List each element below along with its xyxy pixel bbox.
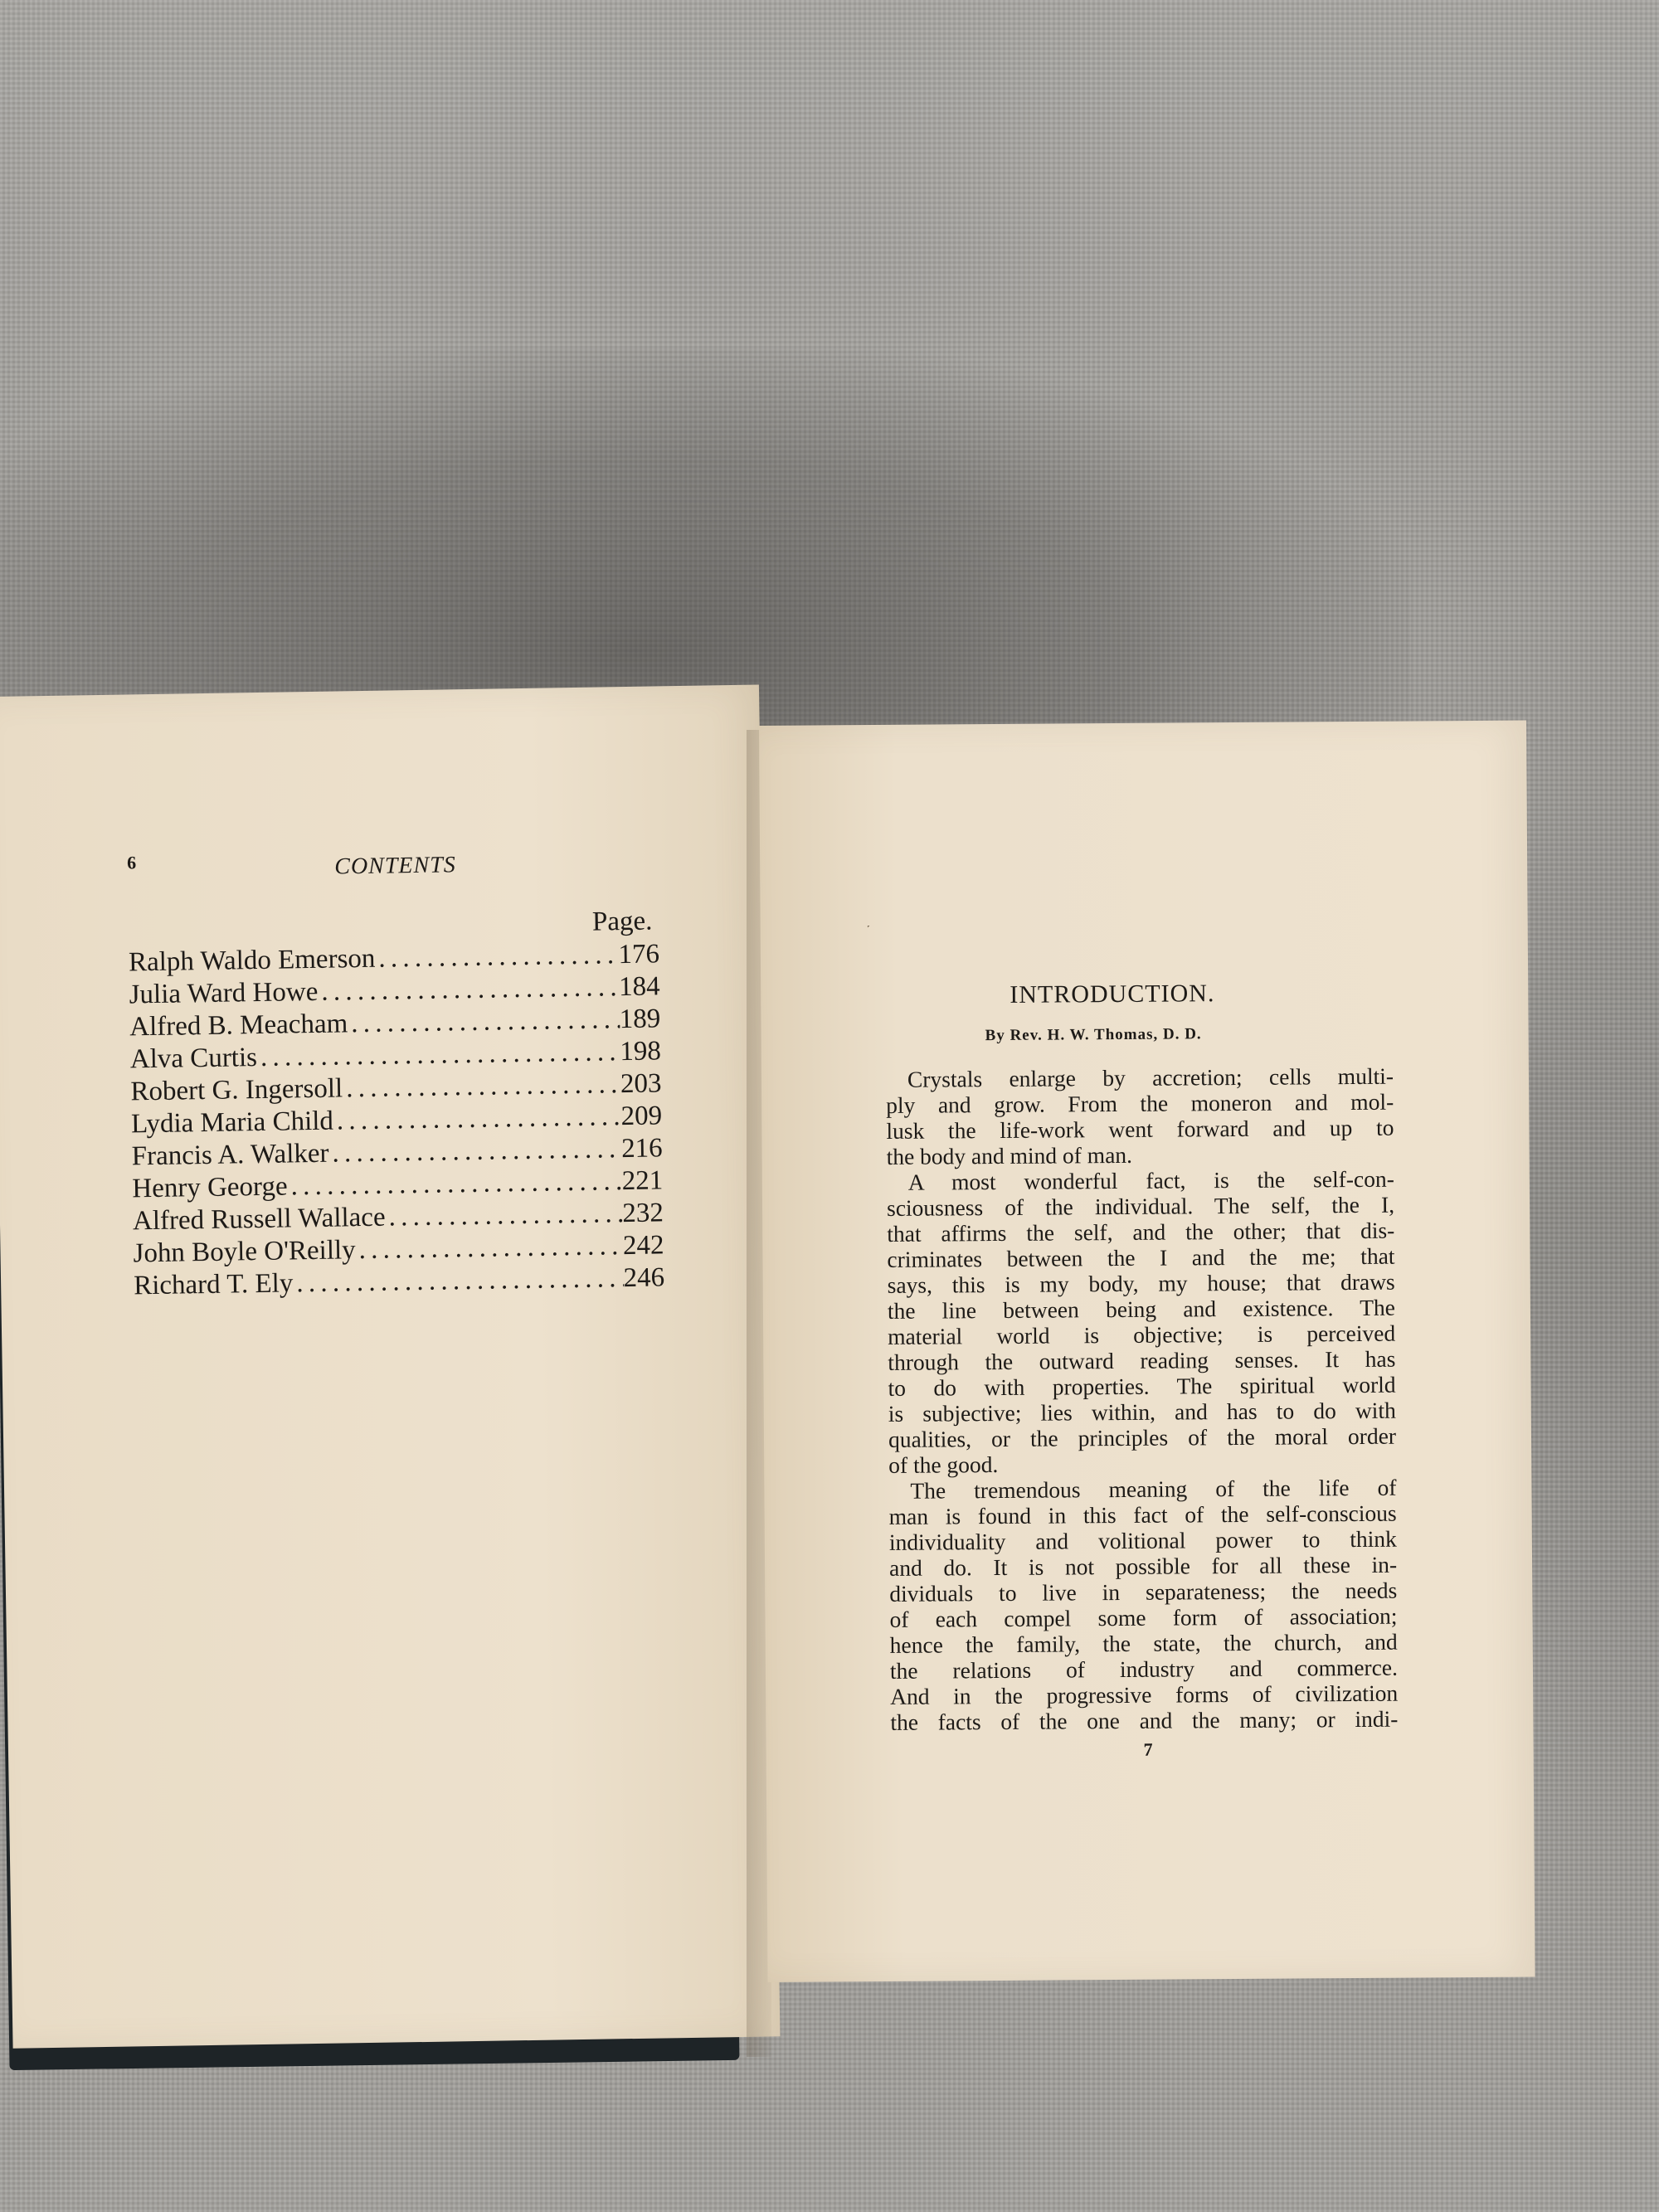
body-line: individuality and volitional power to think	[888, 1525, 1397, 1555]
right-page-number: 7	[1143, 1738, 1153, 1760]
toc-entry-page: 209	[620, 1101, 663, 1132]
toc-entry-page: 198	[620, 1036, 662, 1067]
body-line: the facts of the one and the many; or indi-	[890, 1705, 1399, 1735]
toc-entry-page: 221	[621, 1165, 664, 1197]
toc-entry-page: 246	[623, 1262, 665, 1294]
byline: By Rev. H. W. Thomas, D. D.	[985, 1025, 1202, 1045]
toc-entry-page: 184	[618, 971, 660, 1003]
toc-leader-dots	[328, 1133, 621, 1170]
left-page	[0, 684, 780, 2048]
toc-entry-page: 216	[620, 1133, 663, 1164]
body-line: ply and grow. From the moneron and mol-	[886, 1088, 1394, 1118]
body-line: criminates between the I and the me; that	[887, 1242, 1395, 1272]
toc-entry-name: Ralph Waldo Emerson	[128, 943, 376, 978]
body-line: the body and mind of man.	[886, 1141, 1133, 1169]
toc-leader-dots	[343, 1068, 620, 1105]
body-line: hence the family, the state, the church, and	[889, 1628, 1398, 1658]
body-line: dividuals to live in separateness; the needs	[889, 1577, 1398, 1607]
toc-leader-dots	[355, 1230, 623, 1266]
toc-entry-name: Henry George	[132, 1171, 288, 1204]
toc-entry-name: John Boyle O'Reilly	[133, 1235, 356, 1269]
running-head: CONTENTS	[334, 852, 456, 880]
body-line: And in the progressive forms of civilization	[890, 1680, 1399, 1709]
body-line: to do with properties. The spiritual world	[888, 1371, 1396, 1401]
toc-entry-page: 203	[620, 1068, 662, 1100]
body-line: says, this is my body, my house; that draws	[887, 1268, 1395, 1298]
toc-list	[129, 938, 665, 1302]
toc-leader-dots	[257, 1036, 620, 1074]
body-line: and do. It is not possible for all these in-	[888, 1551, 1398, 1581]
left-page-number: 6	[126, 852, 137, 873]
page-mark: ˹	[866, 924, 871, 937]
body-text	[886, 1063, 1399, 1735]
body-line: of each compel some form of association;	[889, 1602, 1398, 1632]
body-line: A most wonderful fact, is the self-con-	[907, 1165, 1394, 1195]
toc-leader-dots	[385, 1198, 622, 1233]
body-line: material world is objective; is perceived	[888, 1320, 1396, 1349]
page-column-label: Page.	[591, 906, 653, 937]
toc-entry-name: Richard T. Ely	[133, 1268, 294, 1301]
toc-entry-name: Lydia Maria Child	[130, 1106, 334, 1140]
body-line: Crystals enlarge by accretion; cells multi-	[907, 1062, 1394, 1092]
toc-entry-page: 232	[622, 1198, 664, 1229]
toc-entry-page: 242	[622, 1230, 664, 1262]
toc-entry-page: 189	[619, 1004, 661, 1035]
toc-entry-name: Julia Ward Howe	[129, 976, 319, 1010]
body-line: qualities, or the principles of the moral order	[888, 1422, 1397, 1452]
body-line: of the good.	[888, 1451, 999, 1478]
toc-entry-name: Alfred Russell Wallace	[132, 1202, 386, 1237]
toc-entry-name: Robert G. Ingersoll	[130, 1073, 343, 1107]
toc-leader-dots	[375, 939, 619, 975]
body-line: the line between being and existence. The	[887, 1294, 1396, 1324]
toc-entry-name: Alva Curtis	[129, 1043, 258, 1075]
body-line: sciousness of the individual. The self, the I,	[886, 1191, 1395, 1221]
body-line: The tremendous meaning of the life of	[910, 1474, 1397, 1504]
body-line: man is found in this fact of the self-conscious	[888, 1500, 1397, 1529]
toc-leader-dots	[293, 1262, 624, 1300]
table-of-contents	[128, 906, 664, 1302]
toc-entry-name: Alfred B. Meacham	[129, 1009, 348, 1043]
body-line: through the outward reading senses. It has	[888, 1345, 1396, 1375]
body-line: lusk the life-work went forward and up to	[886, 1114, 1394, 1144]
toc-leader-dots	[287, 1165, 622, 1203]
toc-leader-dots	[318, 971, 619, 1009]
body-line: is subjective; lies within, and has to do with	[888, 1397, 1396, 1427]
toc-entry-name: Francis A. Walker	[131, 1138, 329, 1172]
toc-entry-page: 176	[618, 939, 660, 970]
toc-leader-dots	[333, 1101, 621, 1137]
body-line: that affirms the self, and the other; that dis-	[887, 1217, 1395, 1247]
right-page	[759, 721, 1535, 1982]
body-line: the relations of industry and commerce.	[889, 1654, 1399, 1684]
chapter-title: INTRODUCTION.	[1010, 980, 1215, 1009]
toc-leader-dots	[348, 1004, 620, 1040]
